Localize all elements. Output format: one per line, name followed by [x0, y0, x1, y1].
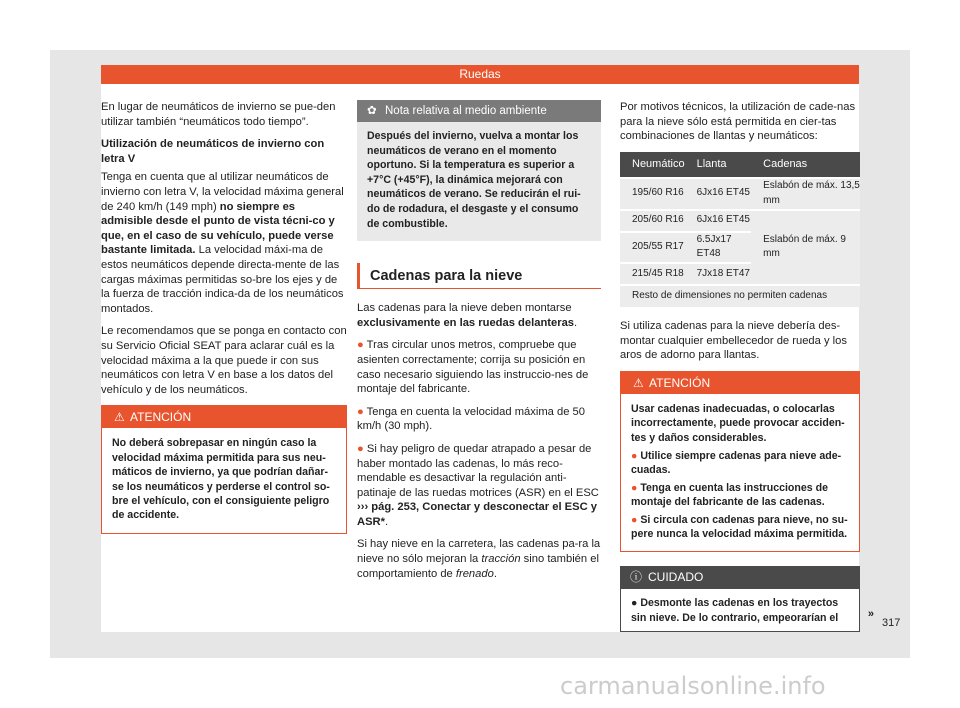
section-title: Cadenas para la nieve [357, 263, 601, 289]
care-body: ● Desmonte las cadenas en los trayectos sin nieve. De lo contrario, empeorarían el » [620, 588, 860, 632]
subheading: Utilización de neumáticos de invierno con letra V [101, 138, 325, 165]
table-header: Cadenas [751, 152, 860, 178]
warning-body: Usar cadenas inadecuadas, o colocarlas incorrectamente, puede provocar acciden-tes y daños considerables. ● Utilice siempre cadenas para nieve ade-cuadas. ● Tenga en cuenta las instrucciones de montaje del fabricante de las cadenas. ● Si circula con cadenas para nieve, no su-pere nunca la velocidad máxima permitida. [631, 402, 848, 540]
paragraph: Si hay nieve en la carretera, las cadenas pa-ra la nieve no sólo mejoran la tracción sino también el comportamiento de frenado. [357, 538, 601, 580]
column-2 [357, 100, 601, 589]
paragraph: Las cadenas para la nieve deben montarse exclusivamente en las ruedas delanteras. [357, 302, 578, 329]
warning-icon: ⚠ [114, 410, 125, 425]
bullet-item: ● Tras circular unos metros, compruebe que asienten correctamente; corrija su posición en caso necesario siguiendo las instruccio-nes de montaje del fabricante. [357, 339, 589, 396]
environment-note-header: ✿ Nota relativa al medio ambiente [357, 100, 601, 122]
chains-table [620, 152, 860, 307]
warning-body: No deberá sobrepasar en ningún caso la velocidad máxima permitida para sus neu-máticos de invierno, ya que podrían dañar-se los neumáticos y perderse el control so-bre el vehículo, con el consiguiente peligro de accidente. [112, 437, 330, 522]
paragraph: Le recomendamos que se ponga en contacto con su Servicio Oficial SEAT para aclarar cuál es la velocidad máxima a la que puede ir con sus neumáticos con letra V en base a los datos del vehículo y de los neumáticos. [101, 325, 347, 396]
paragraph: En lugar de neumáticos de invierno se pue-den utilizar también “neumáticos todo tiempo”. [101, 101, 336, 128]
bullet-item: ● Tenga en cuenta la velocidad máxima de 50 km/h (30 mph). [357, 405, 585, 433]
paragraph: Tenga en cuenta que al utilizar neumáticos de invierno con letra V, la velocidad máxima general de 240 km/h (149 mph) no siempre es admisible desde el punto de vista técni-co y que, en el caso de su vehículo, puede verse bastante limitada. La velocidad máxi-ma de estos neumáticos depende directa-mente de las cargas máximas permitidas so-bre los ejes y de la fuerza de tracción indica-da de los neumáticos montados. [101, 171, 344, 315]
warning-icon: ⚠ [633, 375, 644, 390]
table-row: 205/55 R17 6.5Jx17 ET48 [620, 232, 860, 263]
table-header: Neumático [620, 152, 685, 178]
table-row: 215/45 R18 7Jx18 ET47 [620, 263, 860, 285]
care-box [620, 566, 874, 632]
page-number: 317 [882, 617, 901, 629]
warning-box [620, 371, 860, 553]
table-header: Llanta [685, 152, 752, 178]
table-note-row: Resto de dimensiones no permiten cadenas [620, 285, 860, 307]
continue-arrow-icon: » [867, 608, 874, 621]
table-row: 205/60 R16 6Jx16 ET45 Eslabón de máx. 9 mm [620, 210, 860, 232]
watermark: carmanualsonline.info [560, 672, 826, 700]
page-header: Ruedas [101, 65, 859, 84]
environment-note [357, 100, 601, 241]
page-reference-link[interactable]: ››› pág. 253, Conectar y desconectar el ESC y ASR* [357, 501, 597, 528]
table-row: 195/60 R16 6Jx16 ET45 Eslabón de máx. 13,5 mm [620, 178, 860, 210]
warning-header: ⚠ ATENCIÓN [102, 406, 346, 428]
environment-note-body: Después del invierno, vuelva a montar los neumáticos de verano en el momento oportuno. Si la temperatura es superior a +7°C (+45°F), la dinámica mejorará con neumáticos de verano. Se reducirán el rui-do de rodadura, el desgaste y el consumo de combustible. [367, 130, 581, 230]
bullet-item: ● Si hay peligro de quedar atrapado a pesar de haber montado las cadenas, lo más reco-mendable es desactivar la regulación anti-patinaje de las ruedas motrices (ASR) en el ESC ››› pág. 253, Conectar y desconectar el ESC y ASR*. [357, 442, 599, 528]
paragraph: Por motivos técnicos, la utilización de cade-nas para la nieve sólo está permitida en cier-tas combinaciones de llantas y neumáticos: [620, 101, 856, 143]
care-header: ⓘ CUIDADO [620, 566, 860, 588]
warning-header: ⚠ ATENCIÓN [621, 372, 859, 394]
leaf-icon: ✿ [367, 105, 377, 117]
paragraph: Si utiliza cadenas para la nieve debería des-montar cualquier embellecedor de rueda y los aros de adorno para llantas. [620, 319, 847, 362]
warning-box [101, 405, 347, 533]
column-3 [620, 100, 874, 632]
info-circle-icon: ⓘ [630, 570, 643, 585]
column-1 [101, 100, 347, 534]
